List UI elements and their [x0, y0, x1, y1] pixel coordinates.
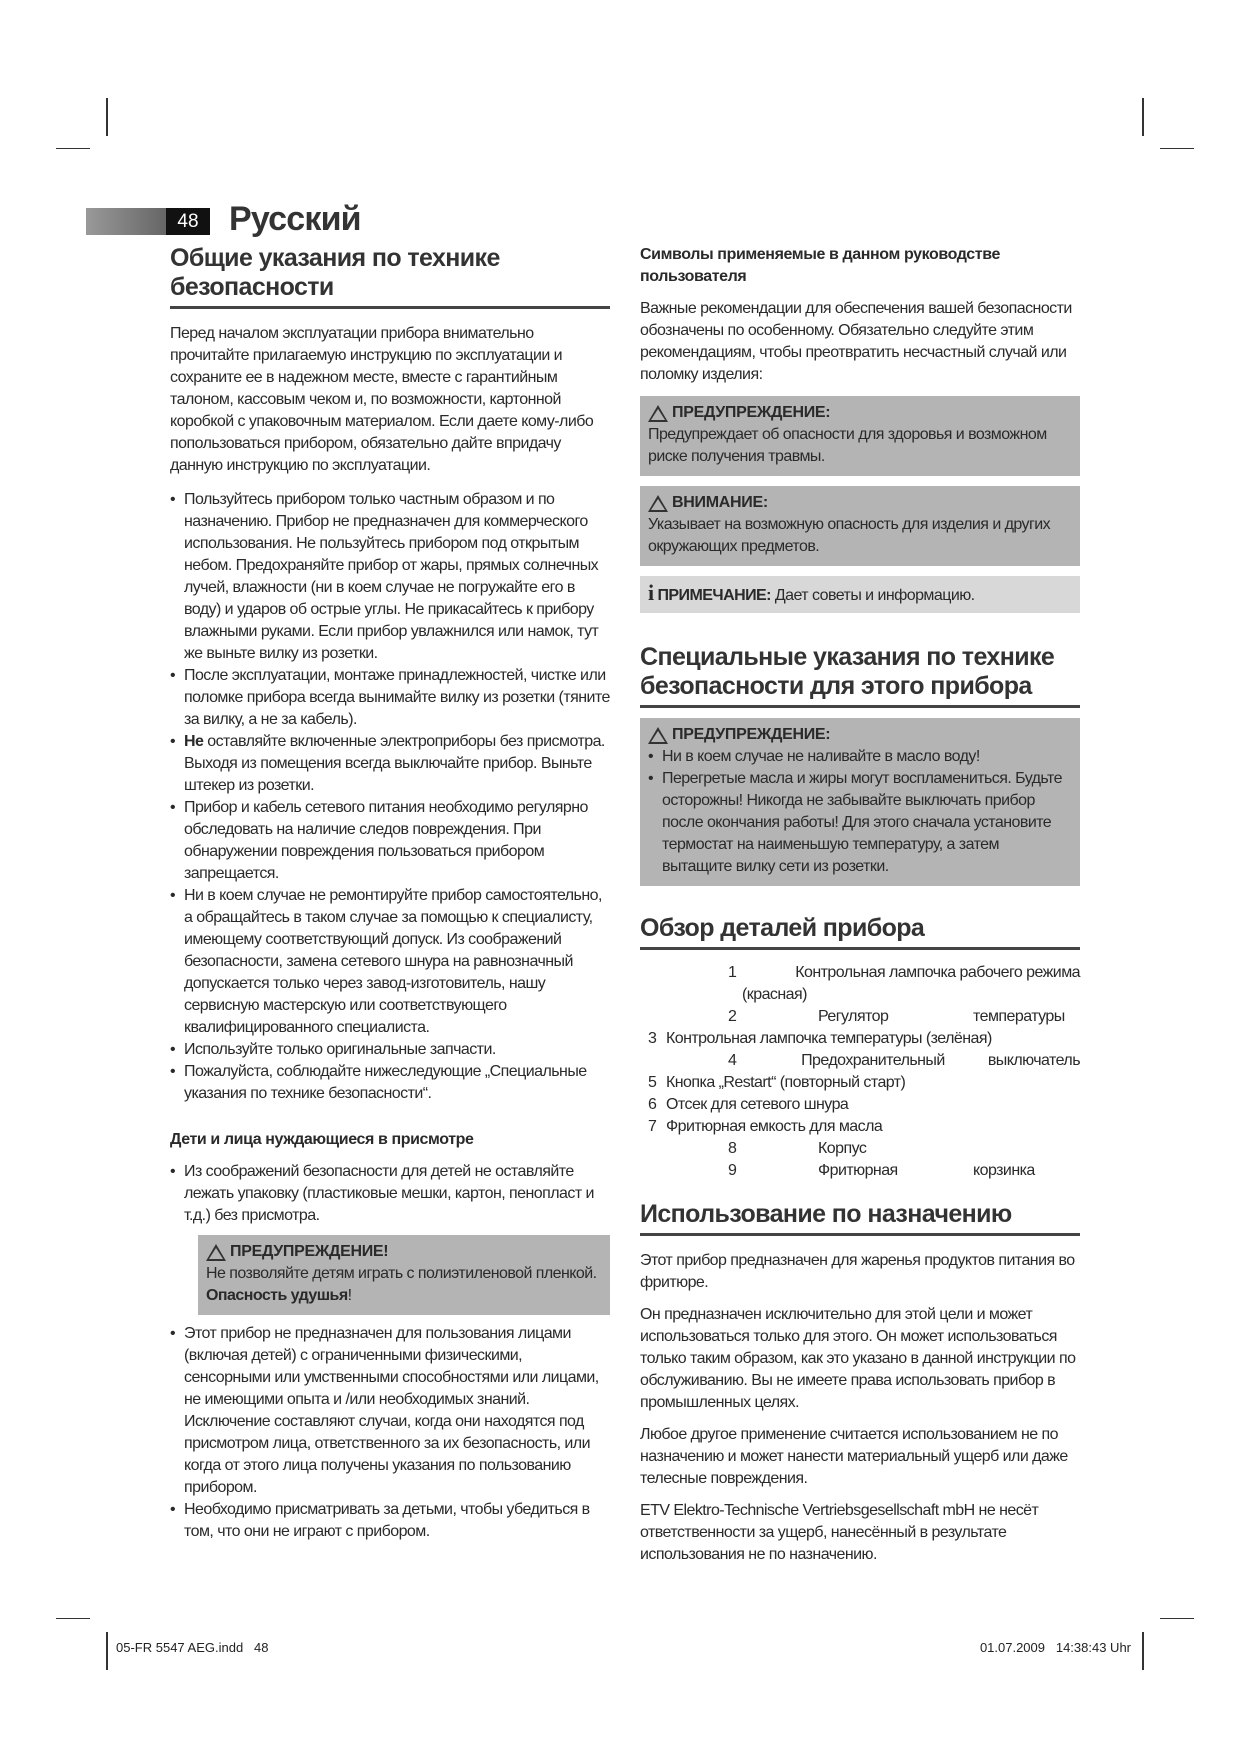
note-box	[640, 576, 1080, 613]
special-warning-box	[640, 718, 1080, 886]
parts-item	[648, 1072, 1080, 1094]
list-item: • Необходимо присматривать за детьми, чтобы убедиться в том, что они не играют с прибором.	[170, 1499, 610, 1543]
crop-mark	[1142, 1632, 1144, 1670]
part-spacer	[751, 962, 795, 984]
part-label: Контрольная лампочка рабочего режима	[795, 964, 1080, 981]
warning-bold: Опасность удушья	[206, 1287, 348, 1304]
intro-paragraph: Перед началом эксплуатации прибора внимательно прочитайте прилагаемую инструкцию по эксплуатации и сохраните ее в надежном месте, вместе с гарантийным талоном, кассовым чеком и, по возможности, картонной коробкой с упаковочным материалом. Если даете кому-либо попользоваться прибором, обязательно дайте впридачу данную инструкцию по эксплуатации.	[170, 325, 594, 474]
footer-file: 05-FR 5547 AEG.indd 48	[116, 1640, 269, 1655]
parts-item	[648, 962, 1080, 984]
bold-text: Не	[184, 733, 204, 750]
parts-list	[648, 962, 1080, 1182]
part-number: 7	[648, 1118, 657, 1135]
warning-icon	[648, 727, 668, 744]
warning-title-row	[648, 402, 1072, 424]
list-item: • Перегретые масла и жиры могут воспламениться. Будьте осторожны! Никогда не забывайте выключать прибор после окончания работы! Для этого сначала установите термостат на наименьшую температуру, а затем вытащите вилку сети из розетки.	[648, 768, 1072, 878]
crop-mark	[1142, 98, 1144, 136]
list-item: • Прибор и кабель сетевого питания необходимо регулярно обследовать на наличие следов повреждения. При обнаружении повреждения пользоваться прибором запрещается.	[170, 797, 610, 885]
warning-text-part: Не позволяйте детям играть с полиэтиленовой пленкой.	[206, 1265, 597, 1282]
note-title: ПРИМЕЧАНИЕ:	[657, 587, 771, 604]
safety-bullets	[170, 489, 610, 1105]
symbols-intro: Важные рекомендации для обеспечения вашей безопасности обозначены по особенному. Обязательно следуйте этим рекомендациям, чтобы преотвратить несчастный случай или поломку изделия:	[640, 300, 1072, 383]
warning-box	[640, 396, 1080, 476]
part-label: корзинка	[973, 1162, 1035, 1179]
note-text: Дает советы и информацию.	[770, 587, 975, 604]
list-item-text: оставляйте включенные электроприборы без присмотра. Выходя из помещения всегда выключайте прибор. Выньте штекер из розетки.	[184, 733, 605, 794]
language-title: Русский	[229, 200, 361, 238]
warning-title-row	[206, 1241, 602, 1263]
parts-item-continuation	[648, 984, 1080, 1006]
warning-icon	[206, 1244, 226, 1261]
list-item: • Используйте только оригинальные запчасти.	[170, 1039, 610, 1061]
list-item: • После эксплуатации, монтаже принадлежностей, чистке или поломке прибора всегда вынимайте вилку из розетки (тяните за вилку, а не за кабель).	[170, 665, 610, 731]
parts-item	[648, 1160, 1080, 1182]
usage-paragraph: ETV Elektro-Technische Vertriebsgesellschaft mbH не несёт ответственности за ущерб, нанесённый в результате использования не по назначению.	[640, 1502, 1039, 1563]
caution-box	[640, 486, 1080, 566]
warning-text	[206, 1263, 602, 1307]
parts-item	[648, 1138, 1080, 1160]
part-number: 3	[648, 1030, 657, 1047]
warning-title: ПРЕДУПРЕЖДЕНИЕ:	[672, 726, 831, 743]
caution-title: ВНИМАНИЕ:	[672, 494, 768, 511]
part-label: (красная)	[742, 986, 807, 1003]
parts-item	[648, 1028, 1080, 1050]
parts-item	[648, 1006, 1080, 1028]
section-title-general-safety: Общие указания по технике безопасности	[170, 244, 610, 309]
warning-icon	[648, 405, 668, 422]
warning-title: ПРЕДУПРЕЖДЕНИЕ!	[230, 1243, 389, 1260]
crop-mark	[56, 1618, 90, 1619]
special-warning-list	[648, 746, 1072, 878]
usage-paragraph: Он предназначен исключительно для этой цели и может использоваться только для этого. Он может использоваться только таким образом, как это указано в данной инструкции по обслуживанию. Вы не имеете права использовать прибор в промышленных целях.	[640, 1306, 1076, 1411]
part-label: Контрольная лампочка температуры (зелёная)	[666, 1030, 992, 1047]
caution-text: Указывает на возможную опасность для изделия и других окружающих предметов.	[648, 516, 1051, 555]
crop-mark	[106, 1632, 108, 1670]
usage-paragraph: Этот прибор предназначен для жаренья продуктов питания во фритюре.	[640, 1252, 1075, 1291]
crop-mark	[56, 148, 90, 149]
crop-mark	[1160, 148, 1194, 149]
list-item	[170, 731, 610, 797]
crop-mark	[106, 98, 108, 136]
caution-title-row	[648, 492, 1072, 514]
children-title: Дети и лица нуждающиеся в присмотре	[170, 1131, 474, 1148]
header-gray-bar	[86, 208, 166, 235]
list-item: • Ни в коем случае не ремонтируйте прибор самостоятельно, а обращайтесь в таком случае за помощью к специалисту, имеющему соответствующий допуск. Из соображений безопасности, замена сетевого шнура на равнозначный допускается только через завод-изготовитель, нашу сервисную мастерскую или соответствующего квалифицированного специалиста.	[170, 885, 610, 1039]
list-item: • Ни в коем случае не наливайте в масло воду!	[648, 746, 1072, 768]
part-label: температуры	[973, 1008, 1065, 1025]
crop-mark	[1160, 1618, 1194, 1619]
right-column	[640, 244, 1080, 1576]
parts-item	[648, 1116, 1080, 1138]
part-label: Корпус	[818, 1140, 867, 1157]
warning-title: ПРЕДУПРЕЖДЕНИЕ:	[672, 404, 831, 421]
part-label: Регулятор	[818, 1008, 889, 1025]
list-item: • Пожалуйста, соблюдайте нижеследующие „Специальные указания по технике безопасности“.	[170, 1061, 610, 1105]
part-label: Предохранительный	[801, 1052, 945, 1069]
section-title-parts: Обзор деталей прибора	[640, 914, 1080, 950]
usage-text	[640, 1250, 1080, 1566]
section-title-special-safety: Специальные указания по технике безопасности для этого прибора	[640, 643, 1080, 708]
page-number: 48	[166, 208, 210, 235]
section-title-usage: Использование по назначению	[640, 1200, 1080, 1236]
list-item: • Из соображений безопасности для детей не оставляйте лежать упаковку (пластиковые мешки, картон, пенопласт и т.д.) без присмотра.	[170, 1161, 610, 1227]
warning-title-row	[648, 724, 1072, 746]
children-bullets	[170, 1161, 610, 1227]
part-label: Отсек для сетевого шнура	[666, 1096, 849, 1113]
warning-box	[198, 1235, 610, 1315]
warning-text: Предупреждает об опасности для здоровья и возможном риске получения травмы.	[648, 426, 1047, 465]
part-number: 4	[728, 1052, 737, 1069]
list-item: • Этот прибор не предназначен для пользования лицами (включая детей) с ограниченными физическими, сенсорными или умственными способностями или лицами, не имеющими опыта и /или необходимых знаний. Исключение составляют случаи, когда они находятся под присмотром лица, ответственного за их безопасность, или когда от этого лица получены указания по пользованию прибором.	[170, 1323, 610, 1499]
warning-end: !	[347, 1287, 352, 1304]
part-label: выключатель	[987, 1052, 1080, 1069]
list-item: • Пользуйтесь прибором только частным образом и по назначению. Прибор не предназначен для коммерческого использования. Не пользуйтесь прибором под открытым небом. Предохраняйте прибор от жары, прямых солнечных лучей, влажности (ни в коем случае не погружайте его в воду) и ударов об острые углы. Не прикасайтесь к прибору влажными руками. Если прибор увлажнился или намок, тут же выньте вилку из розетки.	[170, 489, 610, 665]
part-number: 8	[728, 1140, 737, 1157]
usage-paragraph: Любое другое применение считается использованием не по назначению и может нанести материальный ущерб или даже телесные повреждения.	[640, 1426, 1068, 1487]
part-number: 2	[728, 1008, 737, 1025]
info-icon: i	[648, 580, 654, 605]
caution-icon	[648, 495, 668, 512]
part-number: 1	[728, 964, 737, 981]
children-bullets-more	[170, 1323, 610, 1543]
part-label: Фритюрная емкость для масла	[666, 1118, 883, 1135]
parts-item	[648, 1050, 1080, 1072]
footer-date: 01.07.2009 14:38:43 Uhr	[979, 1640, 1131, 1655]
symbols-title: Символы применяемые в данном руководстве пользователя	[640, 246, 1000, 285]
parts-item	[648, 1094, 1080, 1116]
part-number: 5	[648, 1074, 657, 1091]
left-column	[170, 244, 610, 1543]
part-number: 9	[728, 1162, 737, 1179]
part-label: Кнопка „Restart“ (повторный старт)	[666, 1074, 906, 1091]
part-number: 6	[648, 1096, 657, 1113]
part-label: Фритюрная	[818, 1162, 898, 1179]
